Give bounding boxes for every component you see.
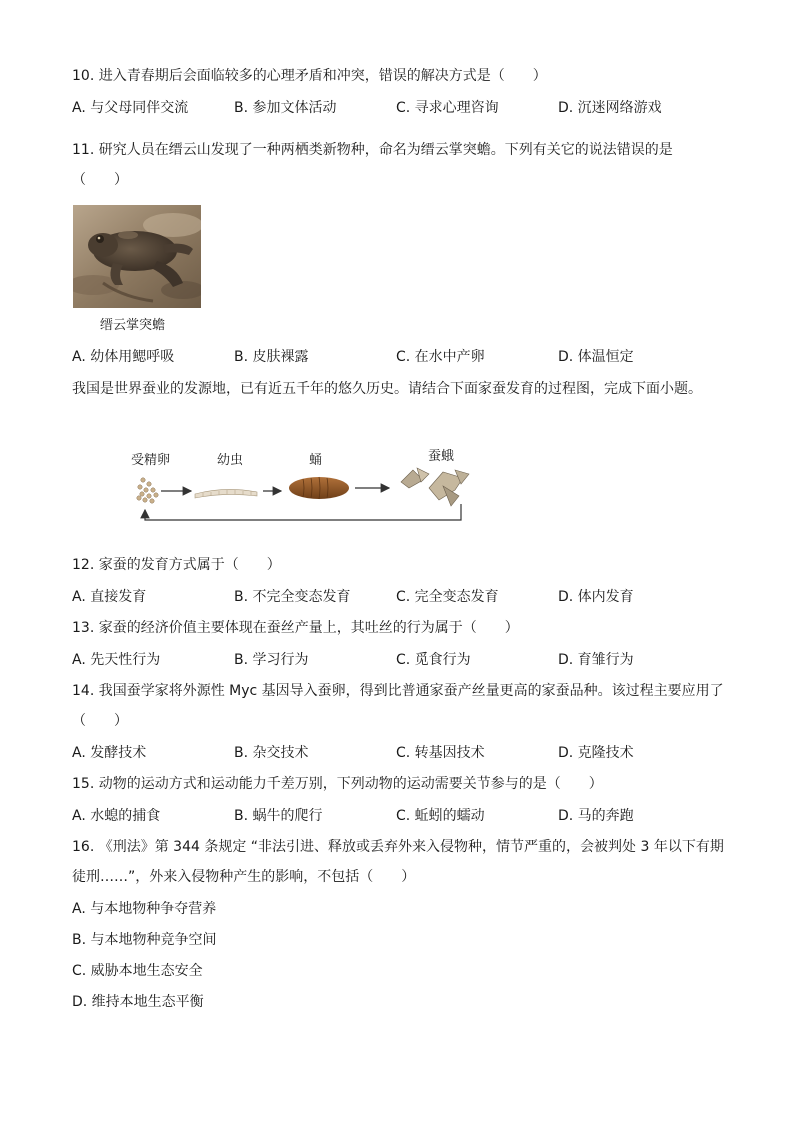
q13-option-c: C. 觅食行为 <box>396 652 471 668</box>
label-moth: 蚕蛾 <box>428 449 455 464</box>
larva-graphic <box>195 489 257 498</box>
q15-option-c: C. 蚯蚓的蠕动 <box>396 808 485 824</box>
label-egg: 受精卵 <box>131 453 171 468</box>
q13-option-d: D. 育雏行为 <box>558 652 634 668</box>
q15-stem: 15. 动物的运动方式和运动能力千差万别，下列动物的运动需要关节参与的是（ ） <box>72 776 603 792</box>
q11-stem-line1: 11. 研究人员在缙云山发现了一种两栖类新物种，命名为缙云掌突蟾。下列有关它的说法错误的是 <box>72 142 673 158</box>
q15-option-b: B. 蜗牛的爬行 <box>234 808 323 824</box>
egg-cluster <box>137 478 158 503</box>
q12-stem: 12. 家蚕的发育方式属于（ ） <box>72 557 281 573</box>
frog-photo <box>73 205 201 308</box>
q15-option-a: A. 水螅的捕食 <box>72 808 161 824</box>
frog-caption: 缙云掌突蟾 <box>100 318 166 333</box>
label-pupa: 蛹 <box>309 453 323 468</box>
q11-stem-line2: （ ） <box>72 172 128 188</box>
pupa-graphic <box>289 477 349 499</box>
label-larva: 幼虫 <box>217 453 244 468</box>
q14-stem-line1: 14. 我国蚕学家将外源性 Myc 基因导入蚕卵，得到比普通家蚕产丝量更高的家蚕品种。该过程主要应用了 <box>72 683 724 699</box>
q15-option-d: D. 马的奔跑 <box>558 808 634 824</box>
q14-stem-line2: （ ） <box>72 713 128 729</box>
q10-option-b: B. 参加文体活动 <box>234 100 337 116</box>
q10-option-c: C. 寻求心理咨询 <box>396 100 499 116</box>
silkworm-intro: 我国是世界蚕业的发源地，已有近五千年的悠久历史。请结合下面家蚕发育的过程图，完成下面小题。 <box>72 381 702 397</box>
frog-photo-graphic <box>73 205 201 308</box>
q12-option-b: B. 不完全变态发育 <box>234 589 351 605</box>
q10-stem: 10. 进入青春期后会面临较多的心理矛盾和冲突，错误的解决方式是（ ） <box>72 68 547 84</box>
q14-option-c: C. 转基因技术 <box>396 745 485 761</box>
q12-option-a: A. 直接发育 <box>72 589 147 605</box>
q14-option-b: B. 杂交技术 <box>234 745 309 761</box>
moth-graphic <box>401 468 469 506</box>
q16-option-c: C. 威胁本地生态安全 <box>72 963 203 979</box>
q16-option-a: A. 与本地物种争夺营养 <box>72 901 217 917</box>
q11-option-a: A. 幼体用鳃呼吸 <box>72 349 175 365</box>
q14-option-d: D. 克隆技术 <box>558 745 634 761</box>
q10-option-a: A. 与父母同伴交流 <box>72 100 189 116</box>
lifecycle-graphic <box>125 448 475 528</box>
q16-option-d: D. 维持本地生态平衡 <box>72 994 204 1010</box>
q11-option-c: C. 在水中产卵 <box>396 349 485 365</box>
q13-stem: 13. 家蚕的经济价值主要体现在蚕丝产量上，其吐丝的行为属于（ ） <box>72 620 519 636</box>
silkworm-lifecycle-diagram <box>125 448 475 528</box>
q13-option-a: A. 先天性行为 <box>72 652 161 668</box>
q16-option-b: B. 与本地物种竞争空间 <box>72 932 217 948</box>
q11-option-b: B. 皮肤裸露 <box>234 349 309 365</box>
q16-stem-line1: 16. 《刑法》第 344 条规定 “非法引进、释放或丢弃外来入侵物种，情节严重的，会被判处 3 年以下有期 <box>72 839 724 855</box>
q16-stem-line2: 徒刑……”，外来入侵物种产生的影响，不包括（ ） <box>72 869 416 885</box>
q12-option-d: D. 体内发育 <box>558 589 634 605</box>
q14-option-a: A. 发酵技术 <box>72 745 147 761</box>
q12-option-c: C. 完全变态发育 <box>396 589 499 605</box>
q13-option-b: B. 学习行为 <box>234 652 309 668</box>
q11-option-d: D. 体温恒定 <box>558 349 634 365</box>
q10-option-d: D. 沉迷网络游戏 <box>558 100 662 116</box>
